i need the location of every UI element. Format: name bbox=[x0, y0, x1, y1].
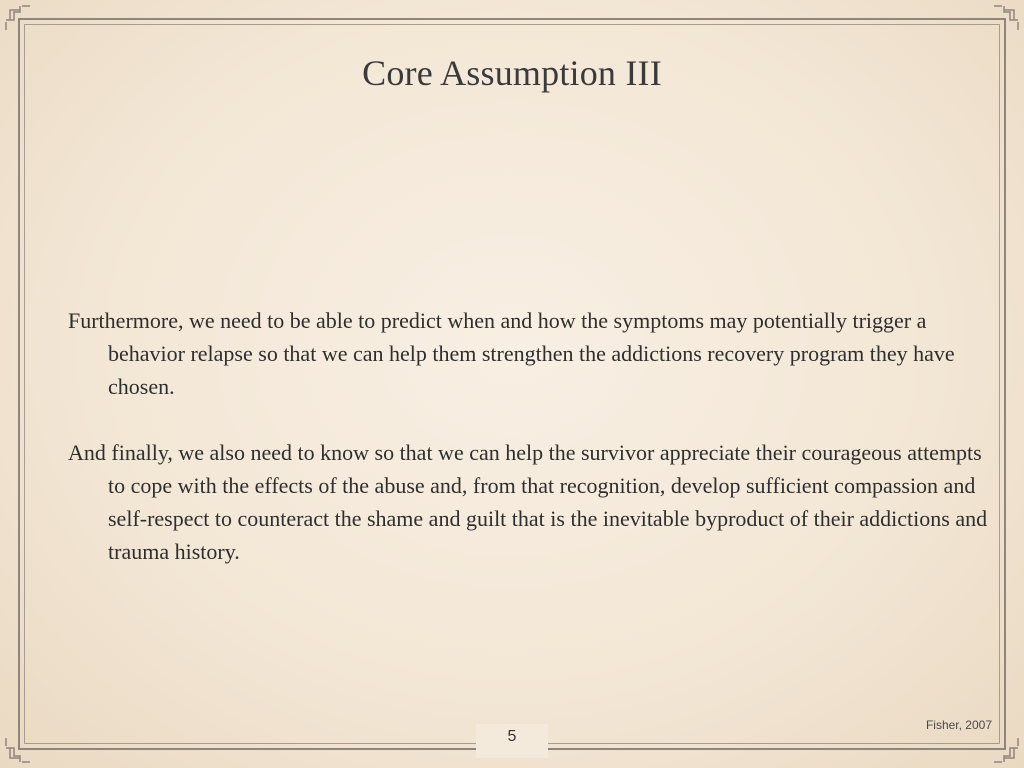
slide-body bbox=[68, 304, 988, 601]
slide-title: Core Assumption III bbox=[362, 53, 662, 93]
page-number: 5 bbox=[507, 728, 517, 745]
body-paragraph: And finally, we also need to know so that we can help the survivor appreciate their courageous attempts to cope with the effects of the abuse and, from that recognition, develop sufficient compassion and self-respect to counteract the shame and guilt that is the inevitable byproduct of their addictions and trauma history. bbox=[68, 440, 988, 564]
page-number-box bbox=[476, 724, 548, 758]
body-paragraph: Furthermore, we need to be able to predict when and how the symptoms may potentially trigger a behavior relapse so that we can help them strengthen the addictions recovery program they have chosen. bbox=[68, 308, 955, 399]
source-credit: Fisher, 2007 bbox=[925, 718, 992, 732]
ornamental-corner-icon bbox=[986, 730, 1020, 764]
ornamental-corner-icon bbox=[4, 730, 38, 764]
ornamental-corner-icon bbox=[4, 4, 38, 38]
ornamental-corner-icon bbox=[986, 4, 1020, 38]
